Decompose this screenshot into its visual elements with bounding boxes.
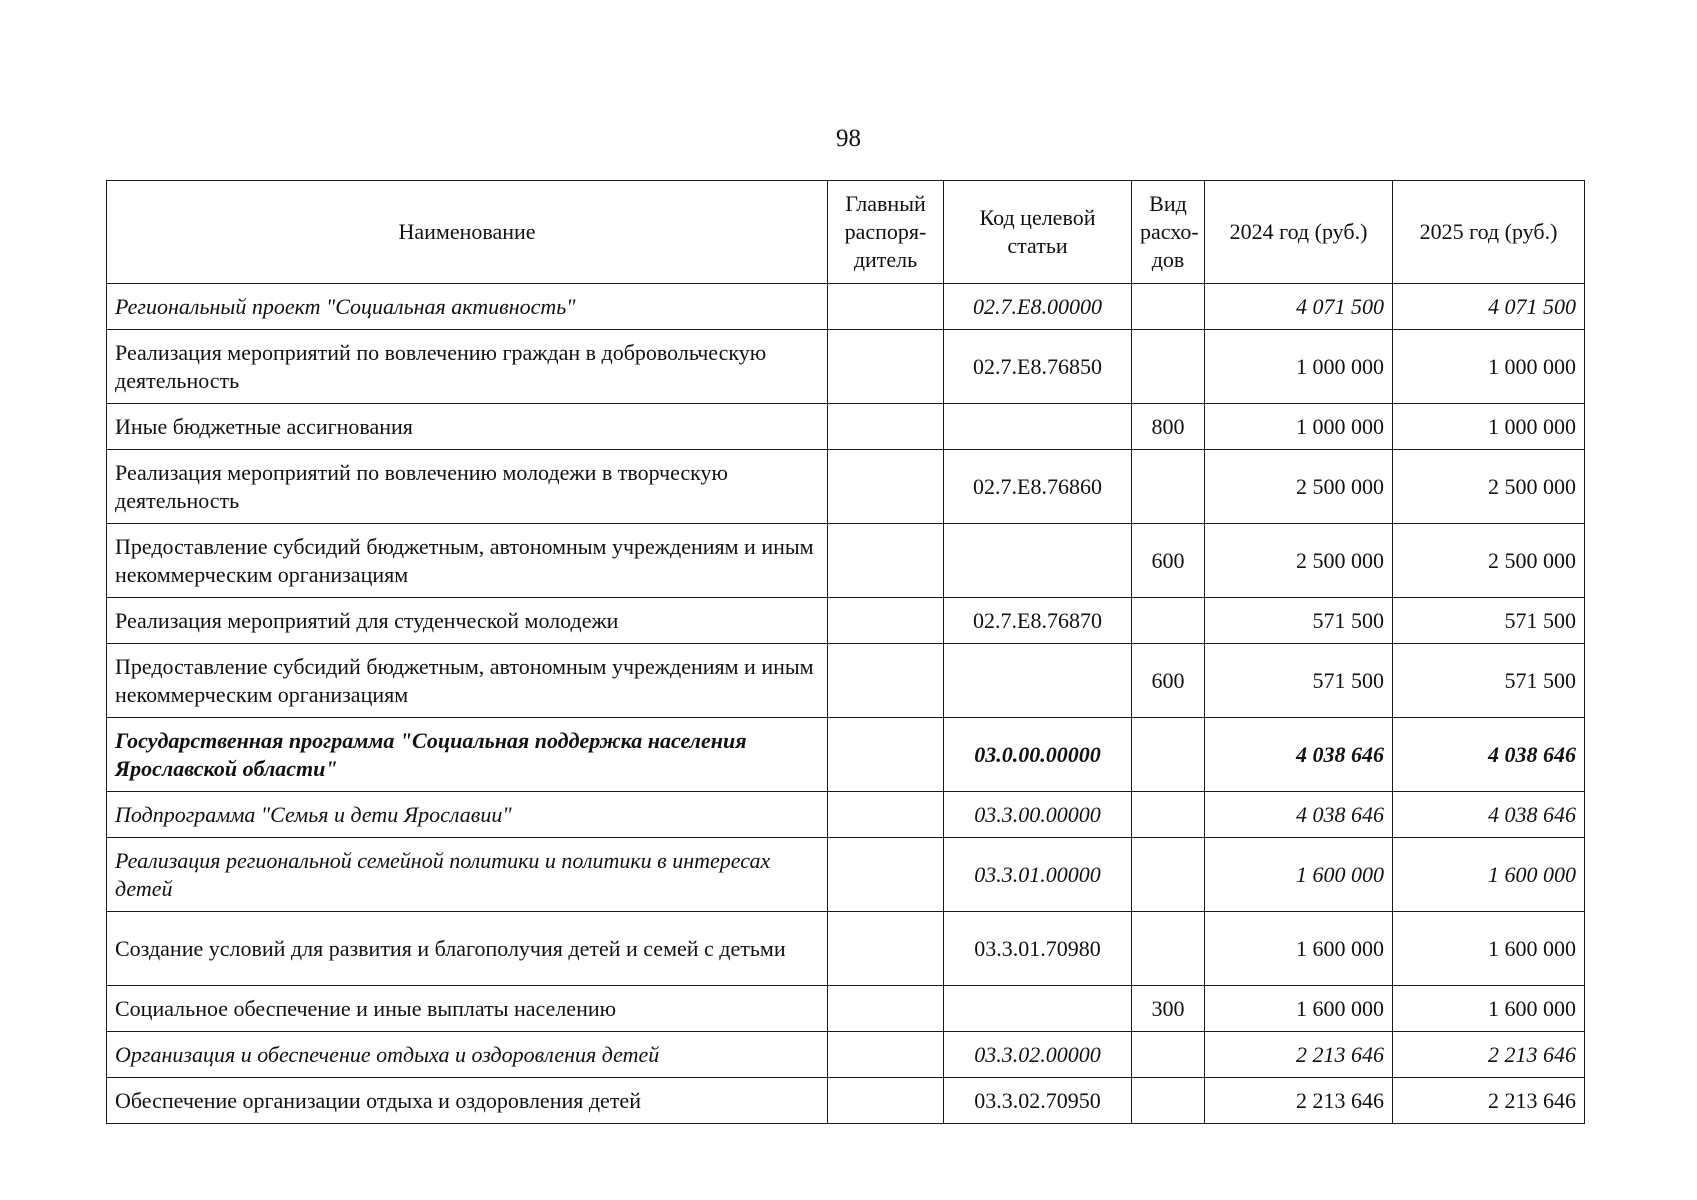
cell-2025: 2 213 646	[1393, 1032, 1585, 1078]
cell-name: Обеспечение организации отдыха и оздоровления детей	[107, 1078, 828, 1124]
table-row	[107, 986, 1585, 1032]
cell-code: 03.3.01.70980	[944, 912, 1132, 986]
col-header-2024: 2024 год (руб.)	[1205, 181, 1393, 284]
cell-code: 02.7.E8.76870	[944, 598, 1132, 644]
cell-type	[1132, 450, 1205, 524]
cell-2024: 4 071 500	[1205, 284, 1393, 330]
col-header-type: Вид расхо-дов	[1132, 181, 1205, 284]
col-header-code: Код целевой статьи	[944, 181, 1132, 284]
cell-2024: 571 500	[1205, 598, 1393, 644]
cell-type	[1132, 912, 1205, 986]
cell-2024: 2 500 000	[1205, 450, 1393, 524]
cell-code: 02.7.E8.76850	[944, 330, 1132, 404]
cell-2024: 1 000 000	[1205, 330, 1393, 404]
cell-code	[944, 644, 1132, 718]
cell-name: Реализация мероприятий по вовлечению граждан в добровольческую деятельность	[107, 330, 828, 404]
cell-2025: 4 038 646	[1393, 792, 1585, 838]
cell-name: Социальное обеспечение и иные выплаты населению	[107, 986, 828, 1032]
cell-manager	[828, 986, 944, 1032]
table-body	[107, 284, 1585, 1124]
cell-code	[944, 404, 1132, 450]
table-header-row	[107, 181, 1585, 284]
cell-code: 03.3.00.00000	[944, 792, 1132, 838]
table-row	[107, 718, 1585, 792]
cell-2025: 4 071 500	[1393, 284, 1585, 330]
cell-2025: 571 500	[1393, 644, 1585, 718]
table-row	[107, 792, 1585, 838]
cell-manager	[828, 1078, 944, 1124]
cell-code	[944, 524, 1132, 598]
cell-manager	[828, 284, 944, 330]
cell-2025: 571 500	[1393, 598, 1585, 644]
cell-code: 02.7.E8.00000	[944, 284, 1132, 330]
cell-2025: 1 600 000	[1393, 838, 1585, 912]
col-header-2025: 2025 год (руб.)	[1393, 181, 1585, 284]
table-row	[107, 524, 1585, 598]
table-row	[107, 284, 1585, 330]
table-row	[107, 598, 1585, 644]
cell-2025: 1 000 000	[1393, 330, 1585, 404]
cell-manager	[828, 524, 944, 598]
page-number: 98	[836, 125, 861, 152]
cell-2024: 2 213 646	[1205, 1032, 1393, 1078]
cell-type	[1132, 838, 1205, 912]
cell-name: Государственная программа "Социальная поддержка населения Ярославской области"	[107, 718, 828, 792]
cell-manager	[828, 644, 944, 718]
table-row	[107, 912, 1585, 986]
cell-2025: 1 600 000	[1393, 986, 1585, 1032]
cell-manager	[828, 718, 944, 792]
cell-type	[1132, 792, 1205, 838]
cell-manager	[828, 912, 944, 986]
cell-name: Иные бюджетные ассигнования	[107, 404, 828, 450]
budget-table	[106, 180, 1585, 1124]
cell-code: 03.3.01.00000	[944, 838, 1132, 912]
cell-2025: 2 500 000	[1393, 524, 1585, 598]
cell-manager	[828, 404, 944, 450]
cell-code: 03.0.00.00000	[944, 718, 1132, 792]
cell-type: 800	[1132, 404, 1205, 450]
cell-type	[1132, 1032, 1205, 1078]
cell-code: 03.3.02.70950	[944, 1078, 1132, 1124]
cell-manager	[828, 450, 944, 524]
cell-manager	[828, 838, 944, 912]
cell-name: Региональный проект "Социальная активность"	[107, 284, 828, 330]
cell-2024: 571 500	[1205, 644, 1393, 718]
cell-2024: 1 600 000	[1205, 986, 1393, 1032]
cell-type	[1132, 598, 1205, 644]
cell-manager	[828, 1032, 944, 1078]
cell-2024: 2 213 646	[1205, 1078, 1393, 1124]
table-row	[107, 644, 1585, 718]
table-row	[107, 1032, 1585, 1078]
cell-name: Создание условий для развития и благополучия детей и семей с детьми	[107, 912, 828, 986]
cell-code: 03.3.02.00000	[944, 1032, 1132, 1078]
cell-2025: 2 213 646	[1393, 1078, 1585, 1124]
cell-2024: 1 600 000	[1205, 912, 1393, 986]
cell-2025: 1 000 000	[1393, 404, 1585, 450]
cell-type	[1132, 330, 1205, 404]
cell-2024: 4 038 646	[1205, 718, 1393, 792]
col-header-manager: Главный распоря-дитель	[828, 181, 944, 284]
table-row	[107, 450, 1585, 524]
cell-name: Реализация мероприятий по вовлечению молодежи в творческую деятельность	[107, 450, 828, 524]
table-row	[107, 1078, 1585, 1124]
cell-type	[1132, 284, 1205, 330]
cell-type	[1132, 1078, 1205, 1124]
cell-name: Подпрограмма "Семья и дети Ярославии"	[107, 792, 828, 838]
cell-manager	[828, 330, 944, 404]
cell-name: Реализация региональной семейной политики и политики в интересах детей	[107, 838, 828, 912]
cell-2025: 1 600 000	[1393, 912, 1585, 986]
cell-code: 02.7.E8.76860	[944, 450, 1132, 524]
cell-type: 600	[1132, 644, 1205, 718]
table-row	[107, 330, 1585, 404]
cell-2024: 1 600 000	[1205, 838, 1393, 912]
col-header-name: Наименование	[107, 181, 828, 284]
table-row	[107, 838, 1585, 912]
cell-type: 300	[1132, 986, 1205, 1032]
cell-type: 600	[1132, 524, 1205, 598]
cell-name: Реализация мероприятий для студенческой молодежи	[107, 598, 828, 644]
table-row	[107, 404, 1585, 450]
cell-name: Предоставление субсидий бюджетным, автономным учреждениям и иным некоммерческим организациям	[107, 644, 828, 718]
cell-2025: 2 500 000	[1393, 450, 1585, 524]
cell-code	[944, 986, 1132, 1032]
cell-type	[1132, 718, 1205, 792]
cell-2025: 4 038 646	[1393, 718, 1585, 792]
cell-2024: 1 000 000	[1205, 404, 1393, 450]
cell-name: Организация и обеспечение отдыха и оздоровления детей	[107, 1032, 828, 1078]
cell-2024: 2 500 000	[1205, 524, 1393, 598]
cell-manager	[828, 598, 944, 644]
cell-2024: 4 038 646	[1205, 792, 1393, 838]
cell-manager	[828, 792, 944, 838]
cell-name: Предоставление субсидий бюджетным, автономным учреждениям и иным некоммерческим организациям	[107, 524, 828, 598]
